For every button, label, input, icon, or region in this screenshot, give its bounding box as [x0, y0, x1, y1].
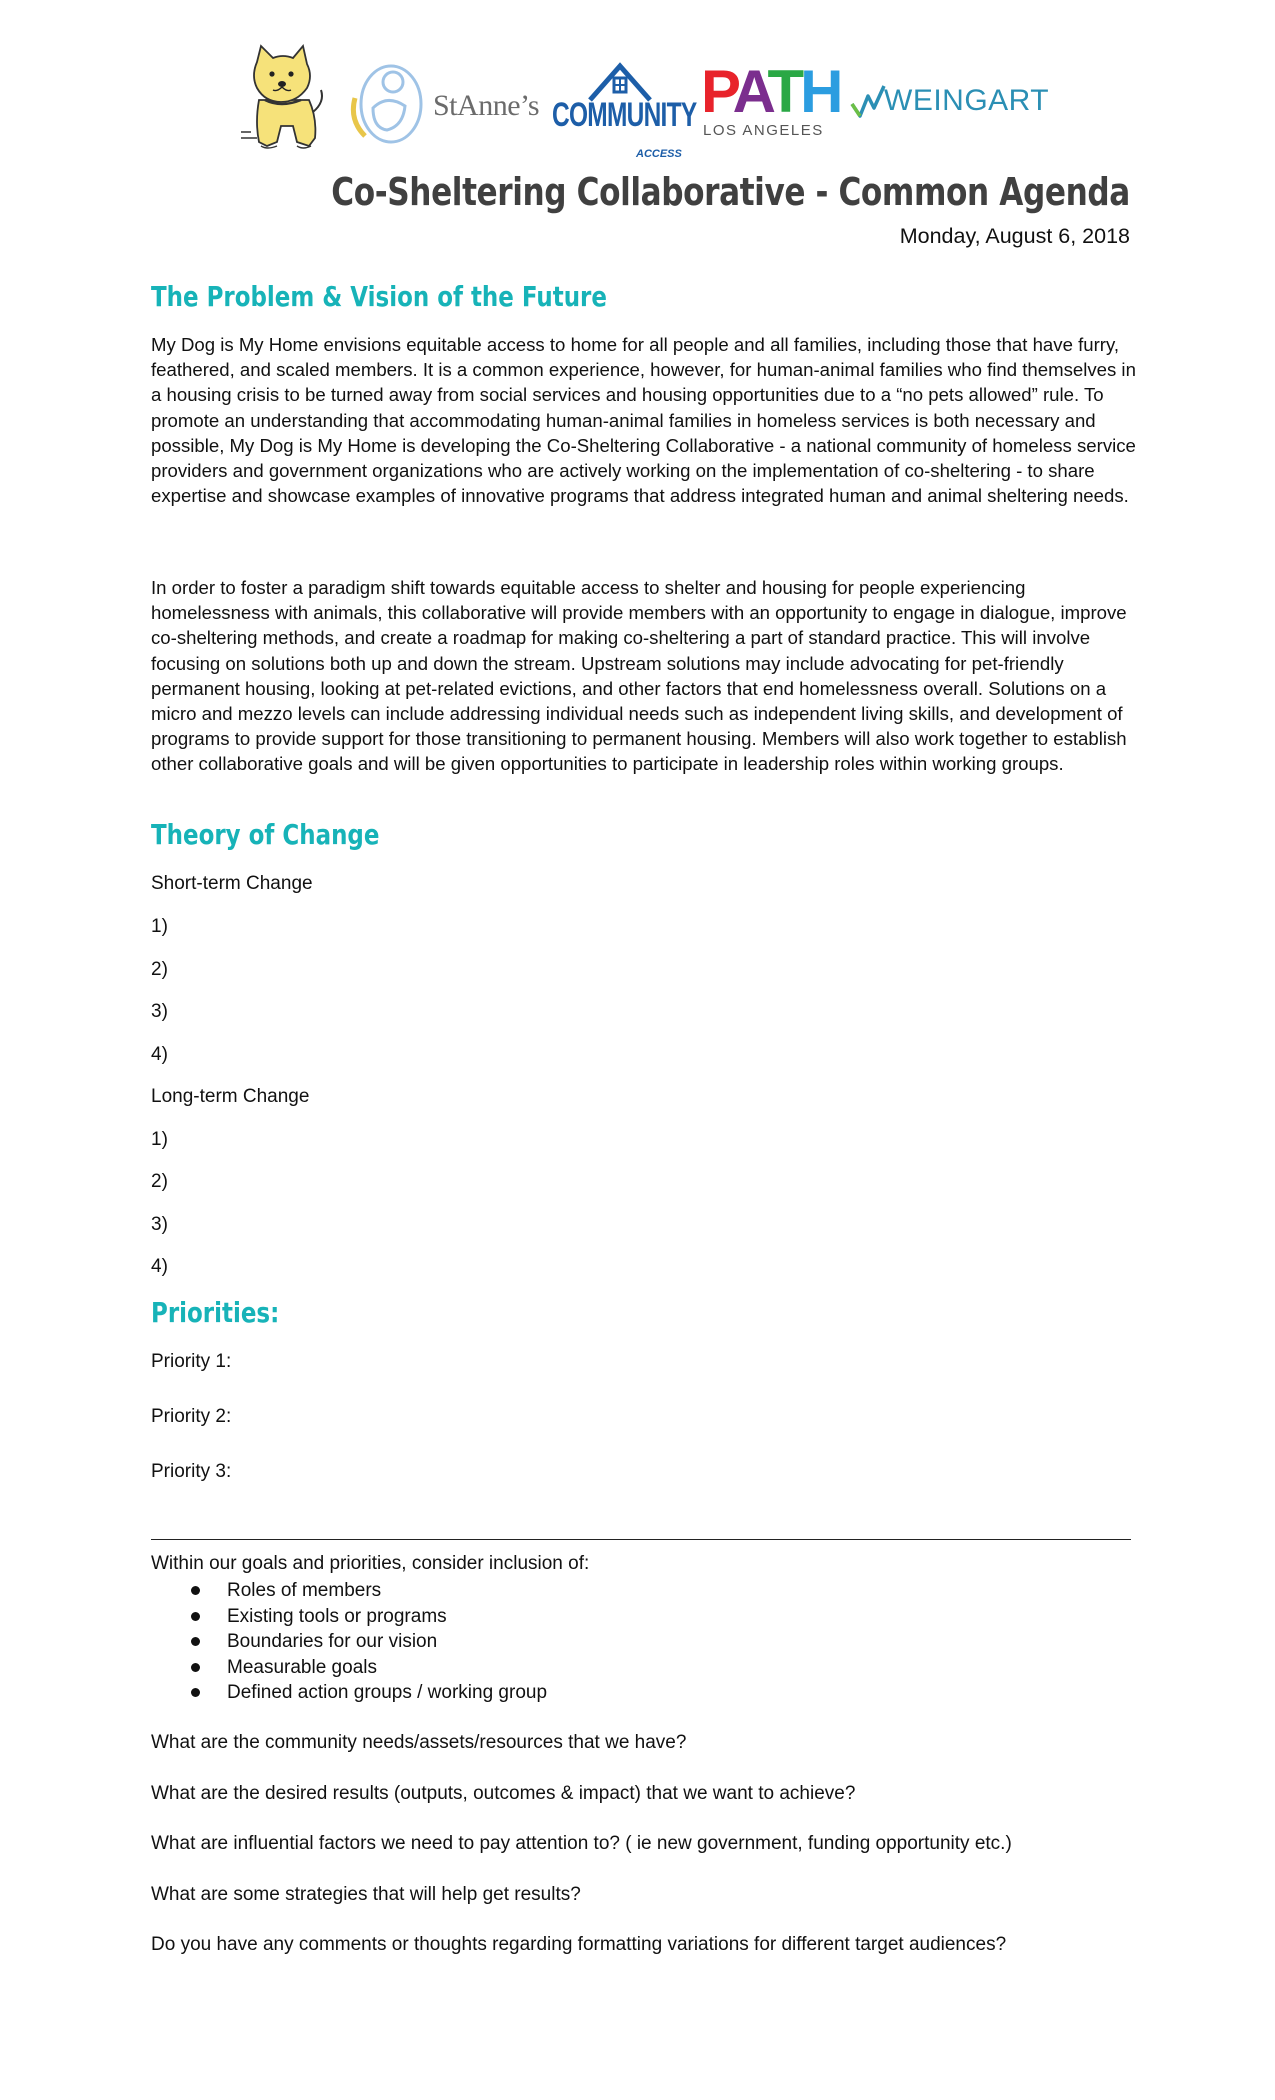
los-angeles-wordmark: LOS ANGELES	[703, 122, 824, 139]
st-annes-wordmark: StAnne’s	[433, 89, 540, 122]
list-item-text: Roles of members	[227, 1580, 382, 1601]
weingart-logo	[850, 80, 1055, 130]
list-item	[151, 1655, 547, 1681]
my-dog-is-my-home-logo	[237, 42, 327, 152]
problem-paragraph-1: My Dog is My Home envisions equitable access to home for all people and all families, including those that have furry, feathered, and scaled members. It is a common experience, however, for human-animal families who find themselves in a housing crisis to be turned away from social services and housing opportunities due to a “no pets allowed” rule. To promote an understanding that accommodating human-animal families in homeless services is both necessary and possible, My Dog is My Home is developing the Co-Sheltering Collaborative - a national community of homeless service providers and government organizations who are actively working on the implementation of co-sheltering - to share expertise and showcase examples of innovative programs that address integrated human and animal sheltering needs.	[151, 334, 1136, 507]
considerations-intro: Within our goals and priorities, consider inclusion of:	[151, 1553, 590, 1574]
problem-paragraph-2: In order to foster a paradigm shift towards equitable access to shelter and housing for people experiencing homelessness with animals, this collaborative will provide members with an opportunity to engage in dialogue, improve co-sheltering methods, and create a roadmap for making co-sheltering a part of standard practice. This will involve focusing on solutions both up and down the stream. Upstream solutions may include advocating for pet-friendly permanent housing, looking at pet-related evictions, and other factors that end homelessness overall. Solutions on a micro and mezzo levels can include addressing individual needs such as independent living skills, and development of programs to provide support for those transitioning to permanent housing. Members will also work together to establish other collaborative goals and will be given opportunities to participate in leadership roles within working groups.	[151, 577, 1127, 775]
list-item	[151, 1680, 547, 1706]
list-item	[151, 1604, 547, 1630]
community-access-logo	[550, 60, 697, 160]
access-wordmark: ACCESS	[636, 148, 682, 160]
long-term-change-label: Long-term Change	[151, 1086, 310, 1107]
bullet-icon	[191, 1586, 200, 1595]
list-item	[151, 1578, 547, 1604]
long-term-item: 3)	[151, 1214, 168, 1235]
question-item: What are the desired results (outputs, outcomes & impact) that we want to achieve?	[151, 1783, 856, 1804]
partner-logos	[225, 40, 1055, 160]
long-term-item: 2)	[151, 1171, 168, 1192]
bullet-icon	[191, 1688, 200, 1697]
priority-item: Priority 3:	[151, 1461, 232, 1482]
short-term-item: 1)	[151, 916, 168, 937]
long-term-item: 1)	[151, 1129, 168, 1150]
list-item-text: Defined action groups / working group	[227, 1682, 548, 1703]
list-item-text: Measurable goals	[227, 1656, 377, 1678]
weingart-wordmark: WEINGART	[884, 84, 1050, 117]
short-term-change-label: Short-term Change	[151, 873, 313, 894]
bullet-icon	[191, 1663, 200, 1672]
short-term-item: 2)	[151, 959, 168, 980]
short-term-item: 3)	[151, 1001, 168, 1022]
community-wordmark: COMMUNITY	[552, 96, 697, 134]
problem-vision-heading: The Problem & Vision of the Future	[151, 280, 607, 313]
section-divider	[151, 1539, 1131, 1540]
considerations-list	[151, 1578, 547, 1706]
bullet-icon	[191, 1637, 200, 1646]
mother-child-icon	[343, 58, 429, 146]
dog-illustration-icon	[237, 42, 327, 152]
path-wordmark: PATH	[701, 58, 840, 125]
question-item: What are some strategies that will help get results?	[151, 1884, 581, 1905]
weingart-check-icon	[850, 82, 886, 122]
question-item: What are influential factors we need to pay attention to? ( ie new government, funding opportunity etc.)	[151, 1833, 1012, 1854]
priority-item: Priority 2:	[151, 1406, 232, 1427]
path-los-angeles-logo	[701, 58, 840, 146]
list-item	[151, 1629, 547, 1655]
theory-of-change-heading: Theory of Change	[151, 818, 380, 851]
list-item-text: Existing tools or programs	[227, 1605, 447, 1627]
long-term-item: 4)	[151, 1256, 168, 1277]
page-title: Co-Sheltering Collaborative - Common Agenda	[331, 170, 1130, 214]
st-annes-logo	[343, 58, 543, 146]
question-item: What are the community needs/assets/resources that we have?	[151, 1732, 687, 1753]
question-item: Do you have any comments or thoughts regarding formatting variations for different target audiences?	[151, 1934, 1007, 1955]
document-date: Monday, August 6, 2018	[899, 224, 1130, 248]
short-term-item: 4)	[151, 1044, 168, 1065]
priorities-heading: Priorities:	[151, 1296, 280, 1329]
list-item-text: Boundaries for our vision	[227, 1631, 438, 1652]
bullet-icon	[191, 1612, 200, 1621]
priority-item: Priority 1:	[151, 1351, 232, 1372]
